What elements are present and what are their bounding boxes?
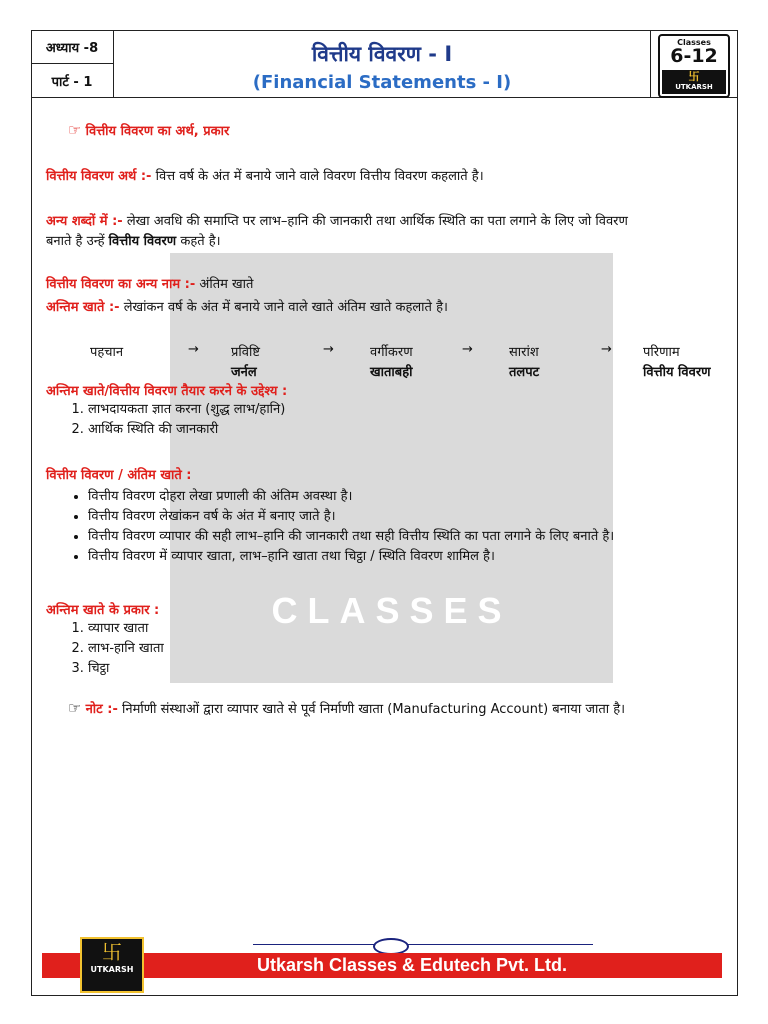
watermark-text: CLASSES [271, 590, 512, 631]
list-item: • वित्तीय विवरण व्यापार की सही लाभ–हानि की जानकारी तथा सही वित्तीय स्थिति का पता लगाने के लिए बनाते है। [88, 527, 614, 547]
flow-step-5-top: परिणाम [643, 345, 680, 360]
other-words-line2: बनाते है उन्हें वित्तीय विवरण कहते है। [46, 234, 221, 249]
flow-arrow-1: → [188, 342, 199, 357]
header [31, 30, 738, 98]
other-words-line1: अन्य शब्दों में :- लेखा अवधि की समाप्ति पर लाभ–हानि की जानकारी तथा आर्थिक स्थिति का पता लगाने के लिए जो विवरण [46, 214, 628, 229]
flow-step-3-top: वर्गीकरण [370, 345, 413, 360]
part-label: पार्ट - 1 [31, 64, 114, 97]
title-block [114, 30, 651, 97]
fs-heading: वित्तीय विवरण / अंतिम खाते : [46, 468, 192, 483]
classes-logo [652, 33, 734, 94]
page-title: वित्तीय विवरण - I [311, 42, 453, 66]
list-item: 1. व्यापार खाता [88, 619, 164, 639]
logo-classes-text: Classes [677, 38, 711, 47]
flow-arrow-3: → [462, 342, 473, 357]
list-item: 2. लाभ-हानि खाता [88, 639, 164, 659]
pointing-hand-icon: ☞ [68, 121, 82, 139]
types-heading: अन्तिम खाते के प्रकार : [46, 603, 160, 618]
chapter-label: अध्याय -8 [31, 30, 114, 64]
types-list [46, 619, 164, 679]
utkarsh-swastik-icon: 卐 [102, 940, 122, 964]
flow-arrow-2: → [323, 342, 334, 357]
footer-logo [80, 937, 144, 993]
flow-step-3-bottom: खाताबही [370, 365, 413, 380]
flow-arrow-4: → [601, 342, 612, 357]
flow-step-4-top: सारांश [509, 345, 539, 360]
final-accounts-line: अन्तिम खाते :- लेखांकन वर्ष के अंत में बनाये जाने वाले खाते अंतिम खाते कहलाते है। [46, 300, 448, 315]
meaning-line: वित्तीय विवरण अर्थ :- वित्त वर्ष के अंत में बनाये जाने वाले विवरण वित्तीय विवरण कहलाते है। [46, 169, 484, 184]
page-subtitle: (Financial Statements - I) [252, 72, 512, 93]
flow-step-4-bottom: तलपट [509, 365, 540, 380]
objectives-list [46, 400, 285, 440]
list-item: 2. आर्थिक स्थिति की जानकारी [88, 420, 285, 440]
footer-company-name: Utkarsh Classes & Edutech Pvt. Ltd. [256, 955, 568, 975]
flow-step-2-bottom: जर्नल [231, 365, 257, 380]
logo-brand: UTKARSH [675, 83, 713, 91]
list-item: 3. चिट्ठा [88, 659, 164, 679]
list-item: • वित्तीय विवरण लेखांकन वर्ष के अंत में बनाए जाते है। [88, 507, 614, 527]
list-item: 1. लाभदायकता ज्ञात करना (शुद्ध लाभ/हानि) [88, 400, 285, 420]
footer-divider [253, 944, 593, 945]
flow-step-2-top: प्रविष्टि [231, 345, 260, 360]
pointing-hand-icon: ☞ [68, 699, 82, 717]
other-name-line: वित्तीय विवरण का अन्य नाम :- अंतिम खाते [46, 277, 254, 292]
objectives-heading: अन्तिम खाते/वित्तीय विवरण तैयार करने के उद्देश्य : [46, 384, 288, 399]
flow-step-1-top: पहचान [90, 345, 124, 360]
utkarsh-swastik-icon: 卐 [688, 70, 700, 83]
list-item: • वित्तीय विवरण में व्यापार खाता, लाभ–हानि खाता तथा चिट्ठा / स्थिति विवरण शामिल है। [88, 547, 614, 567]
fs-list [46, 487, 614, 567]
list-item: • वित्तीय विवरण दोहरा लेखा प्रणाली की अंतिम अवस्था है। [88, 487, 614, 507]
flow-step-5-bottom: वित्तीय विवरण [643, 365, 711, 380]
footer-logo-brand: UTKARSH [90, 965, 134, 974]
logo-number: 6-12 [670, 45, 718, 67]
section-heading-meaning: ☞ वित्तीय विवरण का अर्थ, प्रकार [68, 121, 230, 139]
note-line: ☞ नोट :- निर्माणी संस्थाओं द्वारा व्यापार खाते से पूर्व निर्माणी खाता (Manufacturing Account) बनाया जाता है। [68, 699, 626, 717]
